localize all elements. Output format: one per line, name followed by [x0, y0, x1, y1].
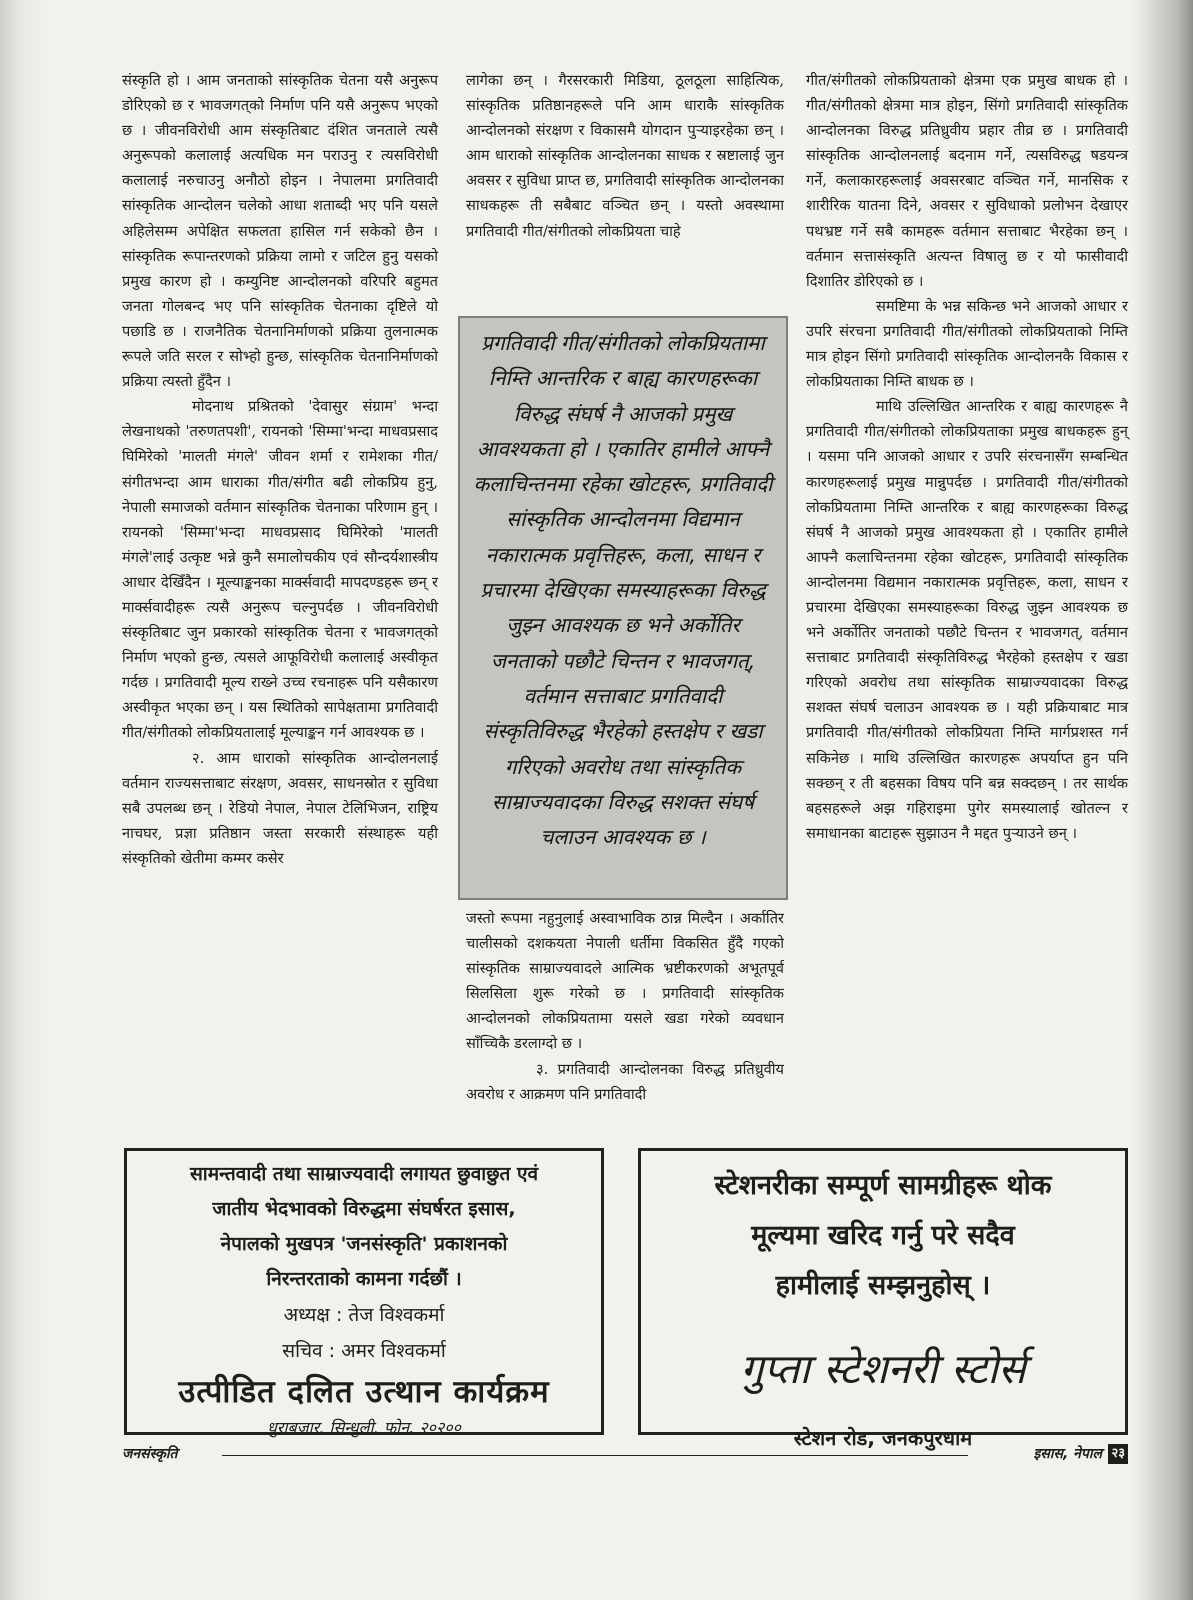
col1-paragraph-3: २. आम धाराको सांस्कृतिक आन्दोलनलाई वर्तमान राज्यसत्ताबाट संरक्षण, अवसर, साधनस्रोत र सुविधा सबै उपलब्ध छन् । रेडियो नेपाल, नेपाल टेलिभिजन, राष्ट्रिय नाचघर, प्रज्ञा प्रतिष्ठान जस्ता सरकारी संस्थाहरू यही संस्कृतिको खेतीमा कम्मर कसेर [122, 749, 438, 867]
article-column-3 [806, 68, 1128, 846]
ad-left-line-4: निरन्तरताको कामना गर्दछौं । [266, 1268, 462, 1290]
footer-publisher: इसास, नेपाल [1033, 1446, 1102, 1462]
article-column-2 [466, 68, 784, 1138]
footer-divider-line [222, 1455, 968, 1456]
ad-left-line-1: सामन्तवादी तथा साम्राज्यवादी लगायत छुवाछुत एवं [189, 1163, 539, 1185]
col1-paragraph-2: मोदनाथ प्रश्रितको 'देवासुर संग्राम' भन्दा लेखनाथको 'तरुणतपशी', रायनको 'सिम्मा'भन्दा माधवप्रसाद घिमिरेको 'मालती मंगले' जीवन शर्मा र रामेशका गीत/संगीतभन्दा आम धाराका गीत/संगीत बढी लोकप्रिय हुनु, नेपाली समाजको वर्तमान सांस्कृतिक चेतनाका परिणाम हुन् । रायनको 'सिम्मा'भन्दा माधवप्रसाद घिमिरेको 'मालती मंगले'लाई उत्कृष्ट भन्ने कुनै समालोचकीय एवं सौन्दर्यशास्त्रीय आधार देखिँदैन । मूल्याङ्कनका मार्क्सवादी मापदण्डहरू छन् र मार्क्सवादीहरू त्यसै अनुरूप चल्नुपर्दछ । जीवनविरोधी संस्कृतिबाट जुन प्रकारको सांस्कृतिक चेतना र भावजगत्‌को निर्माण भएको हुन्छ, त्यसले आफूविरोधी कलालाई अस्वीकृत गर्दछ । प्रगतिवादी मूल्य राख्ने उच्च रचनाहरू पनि यसैकारण अस्वीकृत भएका छन् । यस स्थितिको सापेक्षतामा प्रगतिवादी गीत/संगीतको लोकप्रियतालाई मूल्याङ्कन गर्न आवश्यक छ । [122, 398, 438, 742]
ad-left-secretary: सचिव : अमर विश्वकर्मा [282, 1340, 446, 1362]
advertisement-stationery-store [638, 1148, 1128, 1450]
ad-left-organization: उत्पीडित दलित उत्थान कार्यक्रम [178, 1374, 550, 1410]
col3-paragraph-1: गीत/संगीतको लोकप्रियताको क्षेत्रमा एक प्रमुख बाधक हो । गीत/संगीतको क्षेत्रमा मात्र होइन, सिंगो प्रगतिवादी सांस्कृतिक आन्दोलनका विरुद्ध प्रतिध्रुवीय प्रहार तीव्र छ । प्रगतिवादी सांस्कृतिक आन्दोलनलाई बदनाम गर्ने, त्यसविरुद्ध षडयन्त्र गर्ने, कलाकारहरूलाई अवसरबाट वञ्चित गर्ने, मानसिक र शारीरिक यातना दिने, अवसर र सुविधाको प्रलोभन देखाएर पथभ्रष्ट गर्ने सबै कामहरू वर्तमान सत्ताबाट भैरहेका छन् । वर्तमान सत्तासंस्कृति अत्यन्त विषालु छ र यो फासीवादी दिशातिर डोरिएको छ । [806, 72, 1128, 290]
col3-paragraph-2: समष्टिमा के भन्न सकिन्छ भने आजको आधार र उपरि संरचना प्रगतिवादी गीत/संगीतको लोकप्रियताको निम्ति मात्र होइन सिंगो प्रगतिवादी सांस्कृतिक आन्दोलनकै विकास र लोकप्रियताका निम्ति बाधक छ । [806, 297, 1128, 391]
page-number: २३ [1108, 1444, 1128, 1464]
advertisement-dalit-program [124, 1148, 604, 1435]
ad-right-address: स्टेशन रोड, जनकपुरधाम [793, 1426, 973, 1450]
ad-right-line-2: मूल्यमा खरिद गर्नु परे सदैव [751, 1220, 1015, 1251]
col2-bottom-paragraph-2: ३. प्रगतिवादी आन्दोलनका विरुद्ध प्रतिध्रुवीय अवरोध र आक्रमण पनि प्रगतिवादी [466, 1060, 784, 1103]
footer-magazine-name: जनसंस्कृति [122, 1446, 178, 1462]
article-column-1 [122, 68, 438, 871]
col3-paragraph-3: माथि उल्लिखित आन्तरिक र बाह्य कारणहरू नै प्रगतिवादी गीत/संगीतको लोकप्रियताका प्रमुख बाधकहरू हुन् । यसमा पनि आजको आधार र उपरि संरचनासँग सम्बन्धित कारणहरूलाई प्रमुख मान्नुपर्दछ । प्रगतिवादी गीत/संगीतको लोकप्रियतामा निम्ति आन्तरिक र बाह्य कारणहरूका विरुद्ध संघर्ष नै आजको प्रमुख आवश्यकता हो । एकातिर हामीले आफ्नै कलाचिन्तनमा रहेका खोटहरू, प्रगतिवादी सांस्कृतिक आन्दोलनमा विद्यमान नकारात्मक प्रवृत्तिहरू, कला, साधन र प्रचारमा देखिएका समस्याहरूका विरुद्ध जुझ्न आवश्यक छ भने अर्कोतिर जनताको पछौटे चिन्तन र भावजगत्, वर्तमान सत्ताबाट प्रगतिवादी संस्कृतिविरुद्ध भैरहेको हस्तक्षेप र खडा गरिएको अवरोध तथा सांस्कृतिक साम्राज्यवादका विरुद्ध सशक्त संघर्ष चलाउन आवश्यक छ । यही प्रक्रियाबाट मात्र प्रगतिवादी गीत/संगीतको लोकप्रियता निम्ति मार्गप्रशस्त गर्न सकिनेछ । माथि उल्लिखित कारणहरू अपर्याप्त हुन पनि सक्छन् र ती बहसका विषय पनि बन्न सक्दछन् । तर सार्थक बहसहरूले अझ गहिराइमा पुगेर समस्यालाई खोतल्न र समाधानका बाटाहरू सुझाउन नै मद्दत पुऱ्याउने छन् । [806, 398, 1128, 842]
col2-bottom-paragraph-1: जस्तो रूपमा नहुनुलाई अस्वाभाविक ठान्न मिल्दैन । अर्कातिर चालीसको दशकयता नेपाली धर्तीमा विकसित हुँदै गएको सांस्कृतिक साम्राज्यवादले आत्मिक भ्रष्टीकरणको अभूतपूर्व सिलसिला शुरू गरेको छ । प्रगतिवादी सांस्कृतिक आन्दोलनको लोकप्रियतामा यसले खडा गरेको व्यवधान साँच्चिकै डरलाग्दो छ । [466, 910, 784, 1053]
ad-left-address: धुराबजार, सिन्धुली, फोन. २०२०० [267, 1418, 461, 1437]
ad-right-line-1: स्टेशनरीका सम्पूर्ण सामग्रीहरू थोक [714, 1170, 1052, 1201]
page-edge-shadow-left [0, 0, 50, 1600]
ad-left-line-3: नेपालको मुखपत्र 'जनसंस्कृति' प्रकाशनको [220, 1233, 508, 1255]
ad-right-store-name: गुप्ता स्टेशनरी स्टोर्स [740, 1345, 1026, 1393]
col2-top-text: लागेका छन् । गैरसरकारी मिडिया, ठूलठूला साहित्यिक, सांस्कृतिक प्रतिष्ठानहरूले पनि आम धाराकै सांस्कृतिक आन्दोलनको संरक्षण र विकासमै योगदान पुऱ्याइरहेका छन् । आम धाराको सांस्कृतिक आन्दोलनका साधक र स्रष्टालाई जुन अवसर र सुविधा प्राप्त छ, प्रगतिवादी सांस्कृतिक आन्दोलनका साधकहरू ती सबैबाट वञ्चित छन् । यस्तो अवस्थामा प्रगतिवादी गीत/संगीतको लोकप्रियता चाहे [466, 72, 784, 240]
col1-paragraph-1: संस्कृति हो । आम जनताको सांस्कृतिक चेतना यसै अनुरूप डोरिएको छ र भावजगत्‌को निर्माण पनि यसै अनुरूप भएको छ । जीवनविरोधी आम संस्कृतिबाट दंशित जनताले त्यसै अनुरूपको कलालाई अत्यधिक मन पराउनु र त्यसविरोधी कलालाई नरुचाउनु अनौठो होइन । नेपालमा प्रगतिवादी सांस्कृतिक आन्दोलन चलेको आधा शताब्दी भए पनि यसले अहिलेसम्म अपेक्षित सफलता हासिल गर्न सकेको छैन । सांस्कृतिक रूपान्तरणको प्रक्रिया लामो र जटिल हुनु यसको प्रमुख कारण हो । कम्युनिष्ट आन्दोलनको वरिपरि बहुमत जनता गोलबन्द भए पनि सांस्कृतिक चेतनाका दृष्टिले यो पछाडि छ । राजनैतिक चेतनानिर्माणको प्रक्रिया तुलनात्मक रूपले जति सरल र सोभ्हो हुन्छ, सांस्कृतिक चेतनानिर्माणको प्रक्रिया त्यस्तो हुँदैन । [122, 72, 438, 391]
ad-right-line-3: हामीलाई सम्झनुहोस् । [775, 1270, 991, 1301]
page-footer [122, 1444, 1128, 1468]
col2-bottom-text [466, 906, 784, 1138]
ad-left-president: अध्यक्ष : तेज विश्वकर्मा [283, 1304, 445, 1326]
pull-quote-box: प्रगतिवादी गीत/संगीतको लोकप्रियतामा निम्ति आन्तरिक र बाह्य कारणहरूका विरुद्ध संघर्ष नै आजको प्रमुख आवश्यकता हो । एकातिर हामीले आफ्नै कलाचिन्तनमा रहेका खोटहरू, प्रगतिवादी सांस्कृतिक आन्दोलनमा विद्यमान नकारात्मक प्रवृत्तिहरू, कला, साधन र प्रचारमा देखिएका समस्याहरूका विरुद्ध जुझ्न आवश्यक छ भने अर्कोतिर जनताको पछौटे चिन्तन र भावजगत्, वर्तमान सत्ताबाट प्रगतिवादी संस्कृतिविरुद्ध भैरहेको हस्तक्षेप र खडा गरिएको अवरोध तथा सांस्कृतिक साम्राज्यवादका विरुद्ध सशक्त संघर्ष चलाउन आवश्यक छ । [458, 316, 788, 900]
page-edge-shadow-right [1133, 0, 1193, 1600]
ad-left-line-2: जातीय भेदभावको विरुद्धमा संघर्षरत इसास, [212, 1198, 516, 1220]
